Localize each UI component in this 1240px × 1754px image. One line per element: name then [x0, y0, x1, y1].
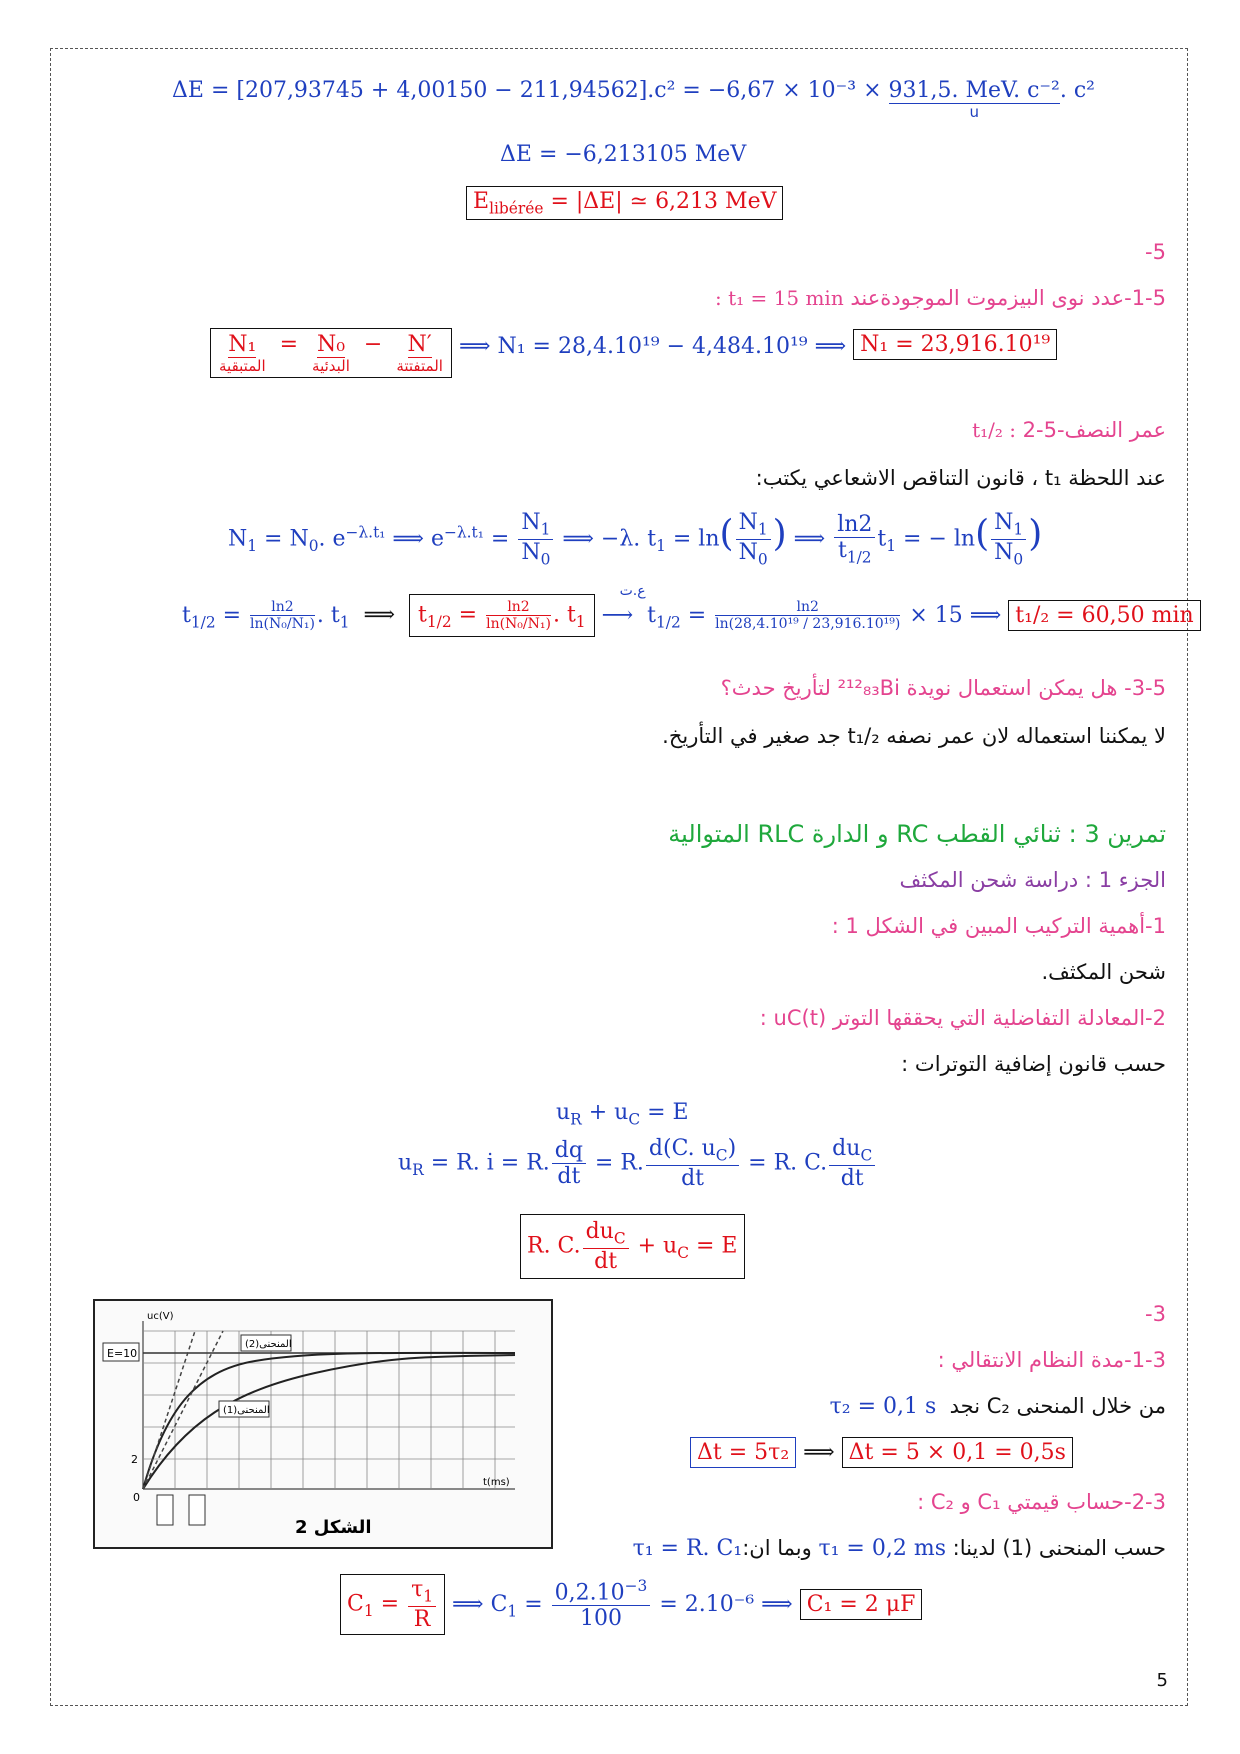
halflife-equation: $t_{1/2}$ = $\frac{\ln 2}{\text{ln(N₀/N₁)}}$ . $t_1$ ⟹ $t_{1/2}$ = $\frac{\ln 2}{\text{ln(N₀/N₁)}}$ . $t_1$ ع.ت ⟶ $t_{1/2}$ = $\frac{\ln 2}{\text{ln(28,4.10¹⁹ / 23,916.10¹⁹)}}$ × 15 ⟹ t₁/₂ = 60,50 min [182, 594, 1201, 637]
ex3-q2: 2-المعادلة التفاضلية التي يحققها التوتر uC(t) : [759, 1006, 1166, 1030]
figure-2-graph [93, 1299, 553, 1549]
svg-text:uc(V): uc(V) [147, 1311, 174, 1322]
c1-equation: $C_1$ = $\frac{\tau_1}{R}$ ⟹ $C_1$ = $\frac{0,2.10^{-3}}{100}$ = 2.10⁻⁶ ⟹ C₁ = 2 μF [340, 1574, 922, 1635]
q2-text: عند اللحظة t₁ ، قانون التناقص الاشعاعي يكتب: [755, 466, 1166, 490]
ex3-q3-2: 2-3-حساب قيمتي C₁ و C₂ : [917, 1490, 1166, 1514]
ex3-a2-intro: حسب قانون إضافية التوترات : [901, 1052, 1166, 1076]
q3-heading: 3-5- هل يمكن استعمال نويدة ²¹²₈₃Bi لتأريخ حدث؟ [720, 676, 1166, 700]
ur-expansion: $u_R = R$. i = R. $\frac{dq}{dt}$ = R. $\frac{d(C. u_C)}{dt}$ = R. C. $\frac{du_C}{dt}$ [398, 1136, 877, 1191]
curve-1 [143, 1355, 515, 1489]
part-1-heading: الجزء 1 : دراسة شحن المكثف [899, 868, 1166, 892]
ex3-q3-1: 1-3-مدة النظام الانتقالي : [937, 1348, 1166, 1372]
voltage-sum-equation: $u_R + u_C = E$ [556, 1100, 689, 1129]
mev-brace: 931,5. MeV. c⁻² u [888, 78, 1060, 121]
dt-equation: Δt = 5τ₂ ⟹ Δt = 5 × 0,1 = 0,5s [690, 1440, 1073, 1465]
curve-2 [143, 1353, 515, 1489]
section-5-heading: -5 [1145, 240, 1166, 264]
svg-text:المنحنى(1): المنحنى(1) [223, 1405, 270, 1416]
svg-text:2: 2 [131, 1453, 138, 1466]
delta-e-equation: ΔE = [207,93745 + 4,00150 − 211,94562].c² = −6,67 × 10⁻³ × 931,5. MeV. c⁻² u . c² [172, 78, 1095, 121]
svg-text:المنحنى(2): المنحنى(2) [245, 1339, 292, 1350]
differential-equation-box: R. C. $\frac{du_C}{dt}$ + $u_C = E$ [520, 1214, 745, 1279]
n1-decomposition-box: N₁ المتبقية = N₀ البدئية − N′ المتفتتة [210, 328, 452, 378]
e-liberee-box: $E_{libérée} = |\Delta E|$ ≃ 6,213 MeV [466, 186, 783, 220]
charge-curves-svg [95, 1301, 551, 1547]
ex3-q3-heading: -3 [1145, 1302, 1166, 1326]
svg-text:0: 0 [133, 1491, 140, 1504]
exercise-3-title: تمرين 3 : ثنائي القطب RC و الدارة RLC المتوالية [668, 820, 1166, 848]
delta-e-value: ΔE = −6,213105 MeV [500, 142, 747, 167]
svg-text:t(ms): t(ms) [483, 1477, 510, 1488]
ex3-a1: شحن المكثف. [1041, 960, 1166, 984]
decay-equation: $N_1 = N_0$. $e^{-\lambda.t_1}$ ⟹ $e^{-\lambda.t_1}$ = $\frac{N_1}{N_0}$ ⟹ −λ. $t_1 = \ln$( $\frac{N_1}{N_0}$ ) ⟹ $\frac{\ln 2}{t_{1/2}}$ $t_1$ = − ln( $\frac{N_1}{N_0}$ ) [228, 510, 1043, 569]
q1-heading: 1-5-عدد نوى البيزموت الموجودةعند t₁ = 15 min : [715, 286, 1166, 310]
svg-text:الشكل 2: الشكل 2 [295, 1517, 372, 1538]
n1-equation: N₁ المتبقية = N₀ البدئية − N′ المتفتتة ⟹ N₁ = 28,4.10¹⁹ − 4,484.10¹⁹ ⟹ N₁ = 23,916.10¹⁹ [210, 328, 1057, 378]
q3-answer: لا يمكننا استعماله لان عمر نصفه t₁/₂ جد صغير في التأريخ. [662, 724, 1166, 748]
q2-heading: t₁/₂ : 2-5-عمر النصف [972, 418, 1166, 442]
ex3-q3-2-text: حسب المنحنى (1) لدينا: τ₁ = 0,2 ms وبما ان:τ₁ = R. C₁ [632, 1536, 1166, 1561]
page-number: 5 [1156, 1670, 1168, 1691]
ex3-q3-1-text: من خلال المنحنى C₂ نجد τ₂ = 0,1 s [829, 1394, 1166, 1419]
ex3-q1: 1-أهمية التركيب المبين في الشكل 1 : [831, 914, 1166, 938]
svg-text:E=10: E=10 [107, 1347, 138, 1360]
